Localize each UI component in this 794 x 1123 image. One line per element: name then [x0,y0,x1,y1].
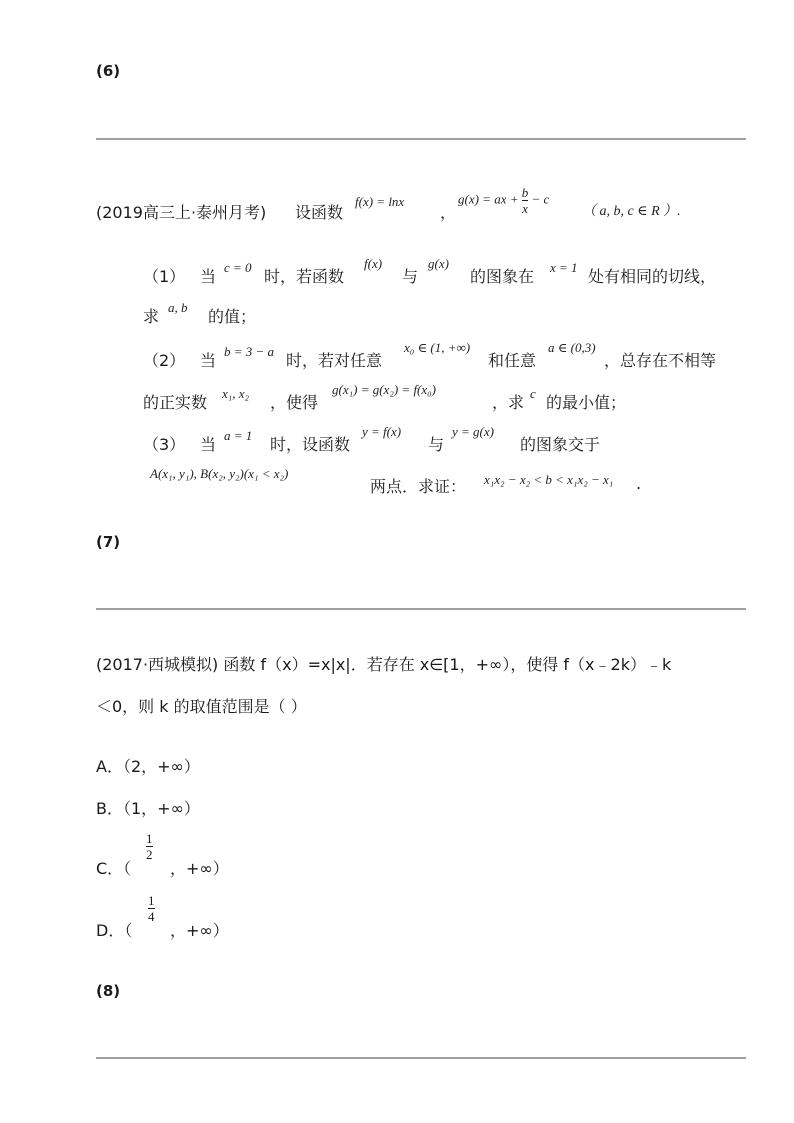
question-number-7: (7) [96,533,121,551]
part-2-label: （2） [143,351,186,370]
question-line-2: ＜0，则 k 的取值范围是（ ） [96,697,307,716]
part-2-c: c [530,386,536,401]
part-2-text: 的正实数 [143,393,208,412]
formula-g-tail: − c [531,191,550,207]
part-2-a: a ∈ (0,3) [548,340,596,355]
fraction-numerator: 1 [146,831,153,846]
part-1-text: 当 [200,267,217,286]
part-1-g: g(x) [428,256,449,271]
part-2-text: 当 [200,351,217,370]
part-2-condition: b = 3 − a [224,344,275,359]
part-2-text: 时，若对任意 [286,351,383,370]
question-source: (2019高三上·泰州月考) [96,203,267,222]
part-2-x1x2: x₁, x₂ [222,386,250,401]
part-2-text: 和任意 [488,351,537,370]
question-line-1: (2017·西城模拟) 函数 f（x）=x|x|．若存在 x∈[1，+∞），使得 f（x﹣2k）﹣k [96,655,672,674]
part-2-equation: g(x₁) = g(x₂) = f(x₀) [332,382,436,397]
part-3-yg: y = g(x) [452,424,494,439]
part-1-f: f(x) [364,256,383,271]
part-1-text: 与 [402,267,419,286]
part-1-condition: c = 0 [224,260,252,275]
formula-f-def: f(x) = lnx [355,194,405,209]
fraction-one-half [146,832,153,861]
divider-line [96,1057,746,1059]
question-number-6: (6) [96,62,121,80]
parameter-domain: （ a, b, c ∈ R ）. [582,204,681,219]
comma: ， [440,203,457,222]
option-c-suffix: ，+∞） [170,859,229,878]
divider-line [96,608,746,610]
part-3-yf: y = f(x) [362,424,402,439]
fraction-numerator: b [521,185,529,200]
part-2-text: ，求 [492,393,525,412]
fraction-numerator: 1 [148,893,155,908]
part-3-text: 与 [428,435,445,454]
part-3-condition: a = 1 [224,428,253,443]
part-3-points: A(x₁, y₁), B(x₂, y₂)(x₁ < x₂) [150,466,289,481]
part-2-text: ，总存在不相等 [604,351,717,370]
question-number-8: (8) [96,982,121,1000]
part-1-text: 处有相同的切线， [588,267,717,286]
part-1-text: 时，若函数 [264,267,345,286]
option-d-suffix: ，+∞） [170,921,229,940]
part-3-text: 两点．求证： [370,477,467,496]
formula-g-def [458,186,549,215]
question-intro: 设函数 [295,203,344,222]
part-1-text: 的值； [208,307,257,326]
part-1-ab: a, b [168,300,188,315]
part-3-label: （3） [143,435,186,454]
option-c-prefix: C．（ [96,859,132,878]
fraction-denominator: 2 [146,847,153,862]
part-2-text: ，使得 [270,393,319,412]
option-d-fraction [148,894,155,923]
part-3-text: 时，设函数 [270,435,351,454]
option-c-fraction [146,832,153,861]
fraction-denominator: x [522,201,528,216]
fraction-b-over-x [522,186,529,215]
option-a: A．（2，+∞） [96,757,200,776]
part-3-inequality: x₁x₂ − x₂ < b < x₁x₂ − x₁ [484,472,614,487]
part-3-text: . [636,474,642,493]
option-b: B．（1，+∞） [96,799,200,818]
part-3-text: 的图象交于 [520,435,601,454]
fraction-denominator: 4 [148,909,155,924]
option-d-prefix: D．（ [96,921,133,940]
part-1-text: 的图象在 [470,267,535,286]
part-1-label: （1） [143,267,186,286]
part-1-x: x = 1 [550,260,578,275]
part-1-text: 求 [143,307,160,326]
divider-line [96,138,746,140]
part-2-x0: x₀ ∈ (1, +∞) [404,340,471,355]
part-2-text: 的最小值； [546,393,627,412]
fraction-one-quarter [148,894,155,923]
part-3-text: 当 [200,435,217,454]
formula-g-lhs: g(x) = ax + [458,191,519,207]
